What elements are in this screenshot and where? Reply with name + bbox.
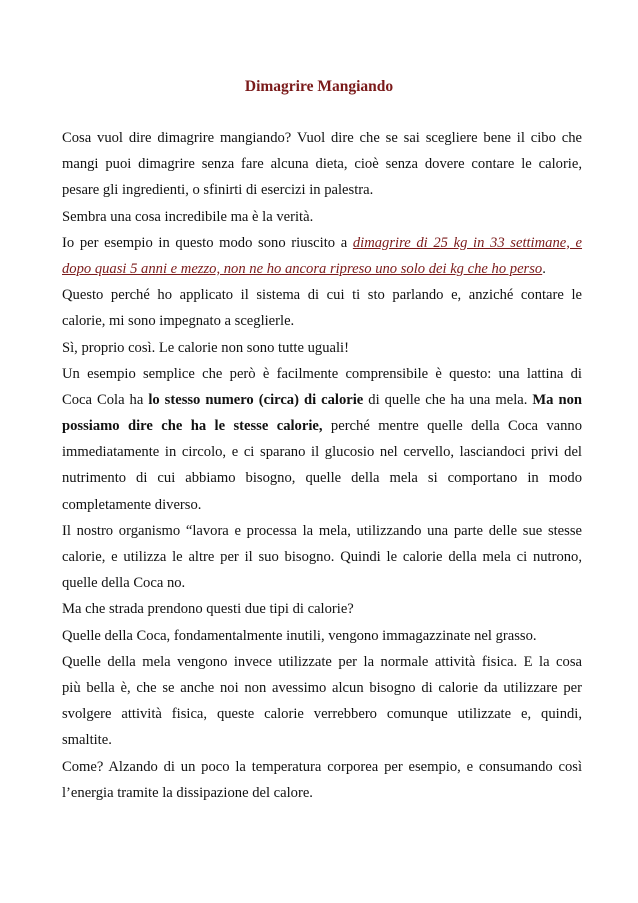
line-text: pesare gli ingredienti, o sfinirti di esercizi in palestra. [62,182,374,199]
line-text: Questo perché ho applicato il sistema di cui ti sto parlando e, anziché contare le [62,287,582,304]
highlight-link[interactable]: dopo quasi 5 anni e mezzo, non ne ho ancora ripreso uno solo dei kg che ho perso [62,260,543,277]
text-line [62,308,582,334]
text-line [62,335,582,361]
line-text: Coca Cola ha [62,391,149,408]
bold-text: Ma non [532,391,582,408]
text-line [62,177,582,203]
line-text: smaltite. [62,732,112,749]
text-line [62,544,582,570]
line-text: calorie, mi sono impegnato a sceglierle. [62,313,295,330]
text-line [62,570,582,596]
text-line [62,151,582,177]
text-line [62,256,582,282]
line-text: nutrimento di cui abbiamo bisogno, quelle della mela si comportano in modo [62,470,582,487]
text-line [62,727,582,753]
text-line [62,125,582,151]
text-line [62,780,582,806]
text-line [62,675,582,701]
line-text: Quelle della mela vengono invece utilizzate per la normale attività fisica. E la cosa [62,653,582,670]
text-line [62,387,582,413]
text-line [62,754,582,780]
line-text: di quelle che ha una mela. [363,391,533,408]
line-text: Cosa vuol dire dimagrire mangiando? Vuol dire che se sai scegliere bene il cibo che [62,130,582,146]
line-text: perché mentre quelle della Coca vanno [322,418,583,435]
text-line [62,282,582,308]
text-line [62,596,582,622]
line-text: Il nostro organismo “lavora e processa la mela, utilizzando una parte delle sue stesse [62,522,582,539]
text-line [62,701,582,727]
line-text: Quelle della Coca, fondamentalmente inutili, vengono immagazzinate nel grasso. [62,627,537,644]
line-text: Come? Alzando di un poco la temperatura corporea per esempio, e consumando così [62,758,582,775]
highlight-link[interactable]: dimagrire di 25 kg in 33 settimane, e [352,234,583,251]
line-text: Un esempio semplice che però è facilmente comprensibile è questo: una lattina di [62,365,582,382]
line-text: più bella è, che se anche noi non avessimo alcun bisogno di calorie da utilizzare per [62,679,582,696]
text-line [62,492,582,518]
text-line [62,413,582,439]
line-text: Sembra una cosa incredibile ma è la verità. [62,208,314,225]
text-line [62,623,582,649]
bold-text: lo stesso numero (circa) di calorie [148,391,364,408]
line-text: completamente diverso. [62,496,202,513]
document-title: Dimagrire Mangiando [244,78,394,95]
line-text: mangi puoi dimagrire senza fare alcuna dieta, cioè senza dovere contare le calorie, [62,156,582,173]
text-line [62,204,582,230]
line-text: Io per esempio in questo modo sono riuscito a [62,234,353,251]
line-text: quelle della Coca no. [62,575,186,592]
line-text: calorie, e utilizza le altre per il suo bisogno. Quindi le calorie della mela ci nutrono, [62,549,582,565]
line-text: . [542,260,546,277]
text-line [62,230,582,256]
line-text: Sì, proprio così. Le calorie non sono tutte uguali! [62,339,349,356]
line-text: l’energia tramite la dissipazione del calore. [62,784,313,801]
text-line [62,439,582,465]
text-line [62,465,582,491]
text-line [62,649,582,675]
bold-text: possiamo dire che ha le stesse calorie, [62,418,323,435]
document-body [62,125,582,806]
text-line [62,361,582,387]
line-text: svolgere attività fisica, queste calorie verrebbero comunque utilizzate e, quindi, [62,706,582,723]
line-text: Ma che strada prendono questi due tipi di calorie? [62,601,354,618]
text-line [62,518,582,544]
line-text: immediatamente in circolo, e ci sparano il glucosio nel cervello, lasciandoci privi del [62,444,582,461]
